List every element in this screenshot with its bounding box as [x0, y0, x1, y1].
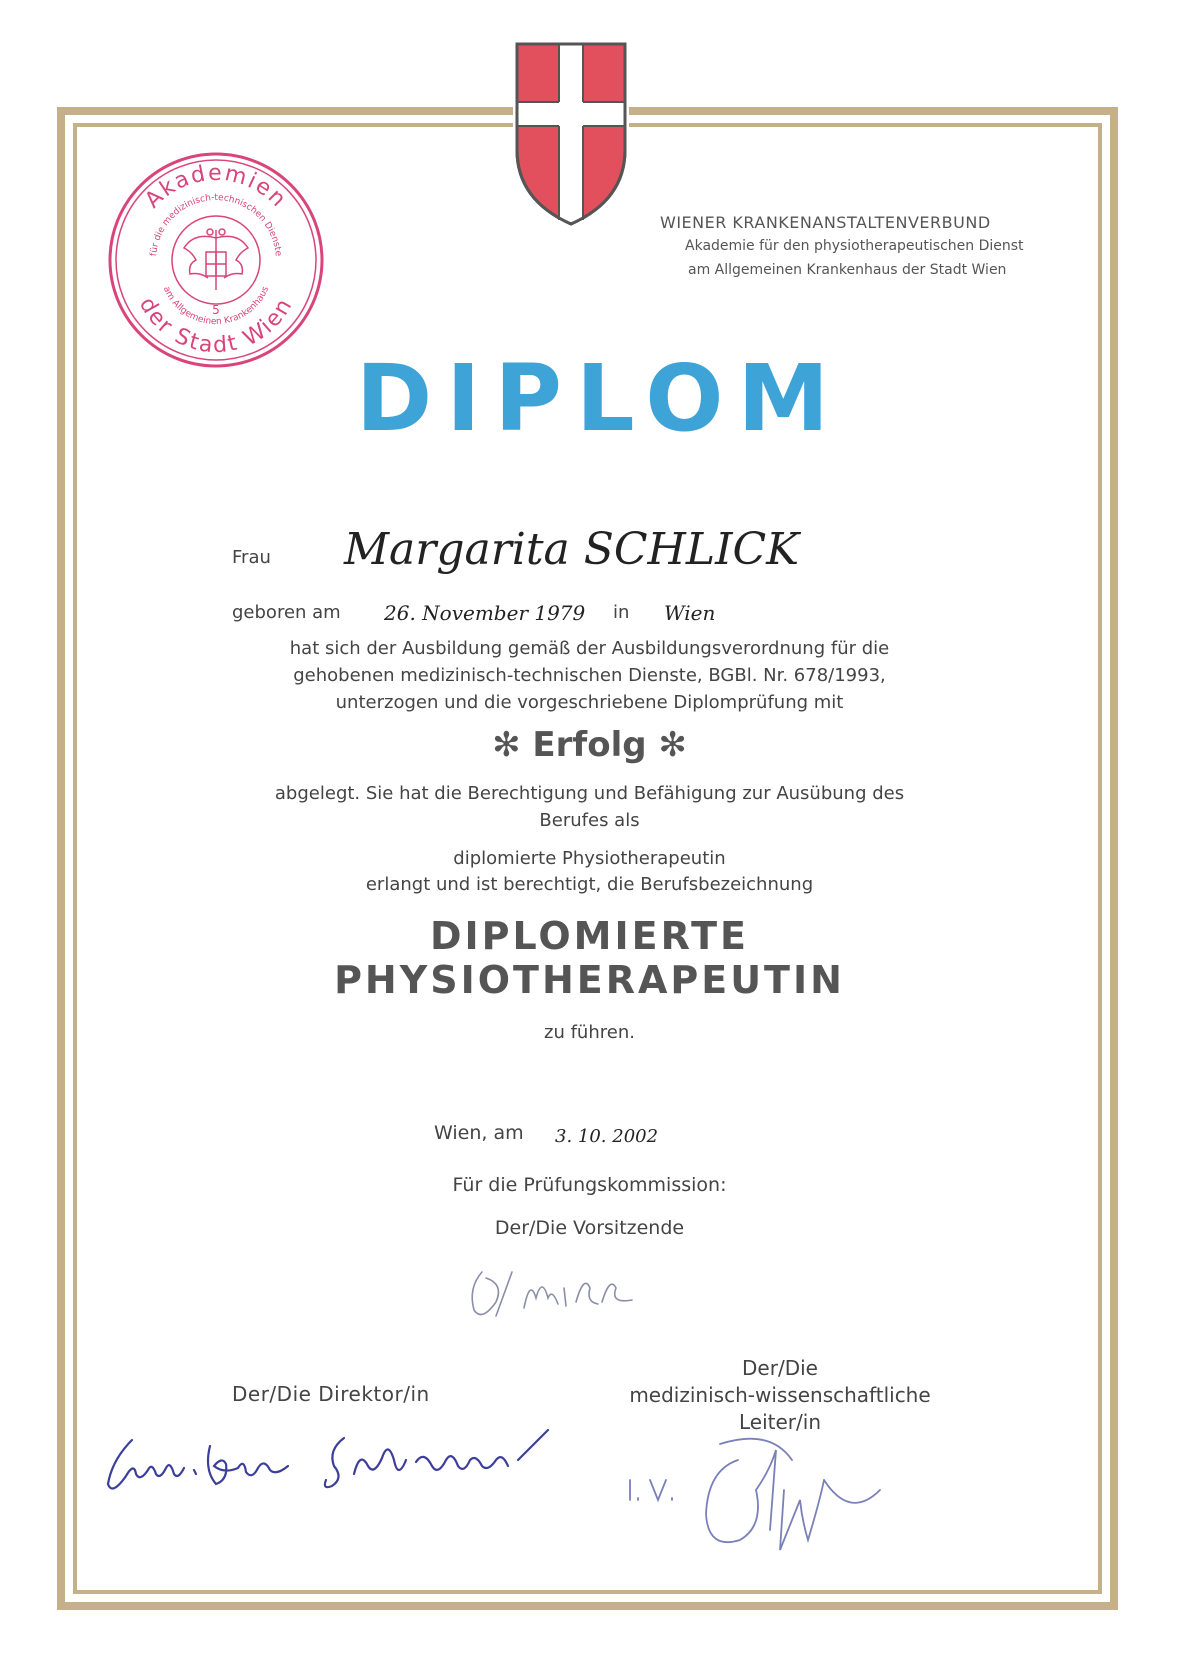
- body-line-7: erlangt und ist berechtigt, die Berufsbezeichnung: [365, 874, 814, 895]
- issue-place-label: Wien, am: [434, 1122, 524, 1144]
- scientific-lead-line-3: Leiter/in: [739, 1410, 821, 1434]
- exam-result: ✻ Erfolg ✻: [492, 725, 687, 765]
- svg-text:am Allgemeinen Krankenhaus: am Allgemeinen Krankenhaus: [160, 285, 272, 328]
- birth-date: 26. November 1979: [384, 601, 586, 625]
- salutation: Frau: [232, 547, 271, 568]
- body-line-6: diplomierte Physiotherapeutin: [453, 848, 726, 869]
- scientific-lead-line-2: medizinisch-wissenschaftliche: [629, 1383, 931, 1407]
- chair-signature: [460, 1258, 650, 1328]
- designation-line-2: PHYSIOTHERAPEUTIN: [334, 958, 845, 1002]
- academy-stamp: [104, 148, 328, 372]
- document-title: DIPLOM: [355, 345, 844, 452]
- born-label: geboren am: [232, 602, 341, 623]
- in-label: in: [613, 602, 630, 623]
- hospital-name: am Allgemeinen Krankenhaus der Stadt Wien: [688, 262, 1007, 278]
- body-line-4: abgelegt. Sie hat die Berechtigung und Befähigung zur Ausübung des: [274, 783, 905, 804]
- svg-text:Akademien: Akademien: [140, 160, 292, 214]
- director-label: Der/Die Direktor/in: [232, 1382, 430, 1406]
- scientific-lead-signature: [620, 1430, 910, 1570]
- body-line-5: Berufes als: [539, 810, 640, 831]
- birth-place: Wien: [664, 601, 716, 625]
- vienna-coat-of-arms: [513, 40, 629, 228]
- recipient-name: Margarita SCHLICK: [344, 524, 800, 575]
- svg-text:für die medizinisch-technische: für die medizinisch-technischen Dienste: [149, 192, 283, 257]
- scientific-lead-line-1: Der/Die: [742, 1356, 818, 1380]
- issue-date: 3. 10. 2002: [555, 1126, 659, 1147]
- body-line-1: hat sich der Ausbildung gemäß der Ausbildungsverordnung für die: [289, 638, 890, 659]
- director-signature: [98, 1410, 568, 1510]
- body-line-8: zu führen.: [544, 1022, 635, 1043]
- body-line-3: unterzogen und die vorgeschriebene Diplomprüfung mit: [335, 692, 844, 713]
- organization-name: WIENER KRANKENANSTALTENVERBUND: [660, 213, 991, 232]
- svg-text:5: 5: [212, 303, 220, 317]
- designation-line-1: DIPLOMIERTE: [429, 914, 750, 958]
- body-line-2: gehobenen medizinisch-technischen Dienste, BGBl. Nr. 678/1993,: [293, 665, 886, 686]
- chair-label: Der/Die Vorsitzende: [494, 1217, 685, 1239]
- academy-name: Akademie für den physiotherapeutischen Dienst: [685, 238, 1024, 254]
- svg-text:der Stadt Wien: der Stadt Wien: [133, 293, 299, 359]
- commission-label: Für die Prüfungskommission:: [452, 1174, 727, 1196]
